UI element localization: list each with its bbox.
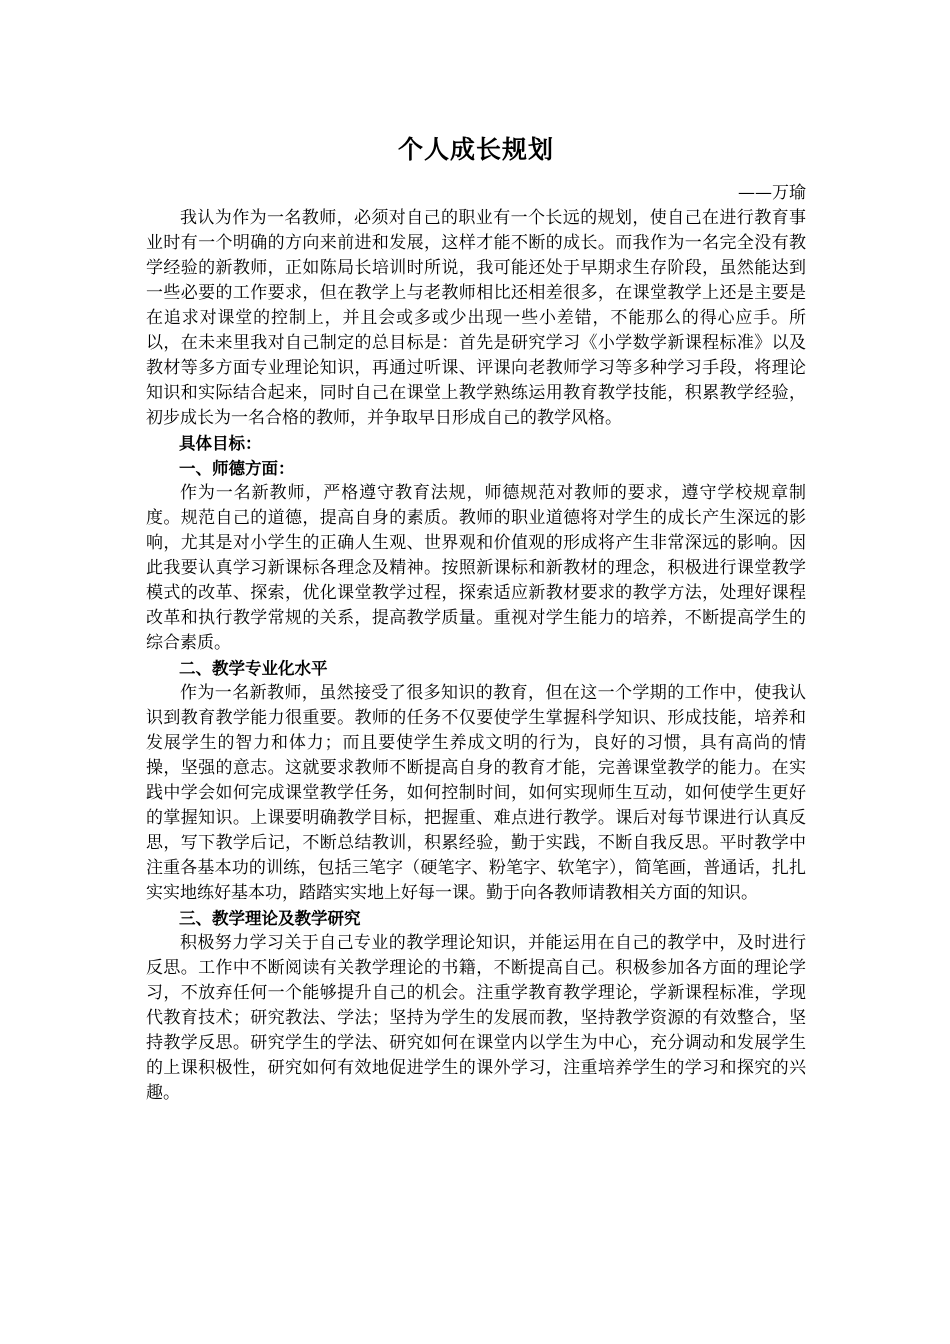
goals-heading: 具体目标：: [179, 434, 262, 453]
document-title: 个人成长规划: [397, 135, 554, 164]
section-heading-ethics: 一、师德方面：: [179, 459, 295, 478]
section-heading-professional: 二、教学专业化水平: [179, 659, 328, 678]
section-body-ethics: 作为一名新教师，严格遵守教育法规，师德规范对教师的要求，遵守学校规章制度。规范自己的道德，提高自身的素质。教师的职业道德将对学生的成长产生深远的影响，尤其是对小学生的正确人生观、世界观和价值观的形成将产生非常深远的影响。因此我要认真学习新课标各理念及精神。按照新课标和新教材的理念，积极进行课堂教学模式的改革、探索，优化课堂教学过程，探索适应新教材要求的教学方法，处理好课程改革和执行教学常规的关系，提高教学质量。重视对学生能力的培养，不断提高学生的综合素质。: [146, 483, 806, 653]
document-page: [146, 130, 806, 1106]
section-heading-research: 三、教学理论及教学研究: [179, 909, 361, 928]
document-author: ——万瑜: [738, 183, 806, 203]
section-body-professional: 作为一名新教师，虽然接受了很多知识的教育，但在这一个学期的工作中，使我认识到教育教学能力很重要。教师的任务不仅要使学生掌握科学知识、形成技能，培养和发展学生的智力和体力；而且要使学生养成文明的行为，良好的习惯，具有高尚的情操，坚强的意志。这就要求教师不断提高自身的教育才能，完善课堂教学的能力。在实践中学会如何完成课堂教学任务，如何控制时间，如何实现师生互动，如何使学生更好的掌握知识。上课要明确教学目标，把握重、难点进行教学。课后对每节课进行认真反思，写下教学后记，不断总结教训，积累经验，勤于实践，不断自我反思。平时教学中注重各基本功的训练，包括三笔字（硬笔字、粉笔字、软笔字），简笔画，普通话，扎扎实实地练好基本功，踏踏实实地上好每一课。勤于向各教师请教相关方面的知识。: [146, 683, 806, 903]
section-body-research: 积极努力学习关于自己专业的教学理论知识，并能运用在自己的教学中，及时进行反思。工作中不断阅读有关教学理论的书籍，不断提高自己。积极参加各方面的理论学习，不放弃任何一个能够提升自己的机会。注重学教育教学理论，学新课程标准，学现代教育技术；研究教法、学法；坚持为学生的发展而教，坚持教学资源的有效整合，坚持教学反思。研究学生的学法、研究如何在课堂内以学生为中心，充分调动和发展学生的上课积极性，研究如何有效地促进学生的课外学习，注重培养学生的学习和探究的兴趣。: [146, 933, 806, 1103]
intro-paragraph: 我认为作为一名教师，必须对自己的职业有一个长远的规划，使自己在进行教育事业时有一个明确的方向来前进和发展，这样才能不断的成长。而我作为一名完全没有教学经验的新教师，正如陈局长培训时所说，我可能还处于早期求生存阶段，虽然能达到一些必要的工作要求，但在教学上与老教师相比还相差很多，在课堂教学上还是主要是在追求对课堂的控制上，并且会或多或少出现一些小差错，不能那么的得心应手。所以，在未来里我对自己制定的总目标是：首先是研究学习《小学数学新课程标准》以及教材等多方面专业理论知识，再通过听课、评课向老教师学习等多种学习手段，将理论知识和实际结合起来，同时自己在课堂上教学熟练运用教育教学技能，积累教学经验，初步成长为一名合格的教师，并争取早日形成自己的教学风格。: [146, 208, 806, 428]
